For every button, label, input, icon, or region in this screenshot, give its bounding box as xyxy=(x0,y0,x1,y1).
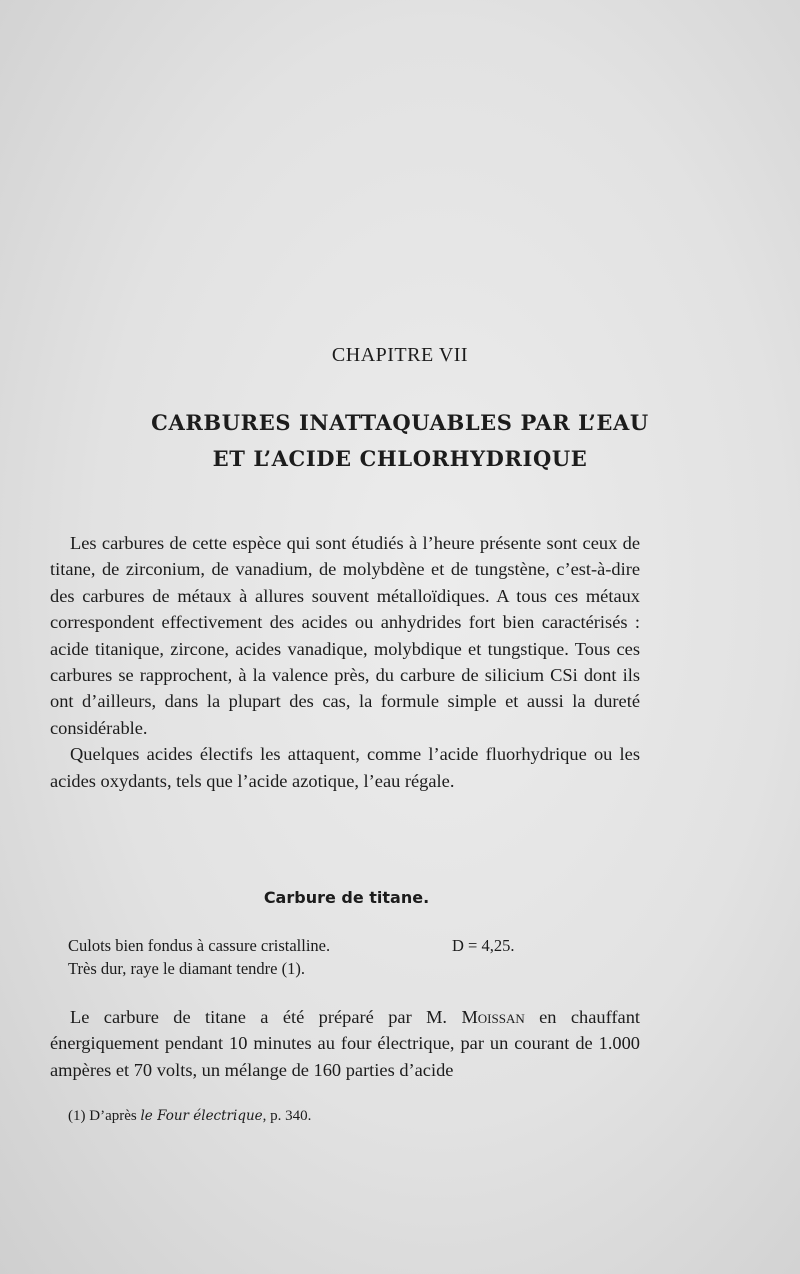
chapter-title-line-1: CARBURES INATTAQUABLES PAR L’EAU xyxy=(151,410,649,435)
property-hardness: Très dur, raye le diamant tendre (1). xyxy=(68,959,305,978)
property-density: D = 4,25. xyxy=(452,936,515,955)
preparation-text xyxy=(50,1004,640,1083)
paragraph-3-end: en chauffant énergiquement pendant 10 minutes au four électrique, par un courant de 1.000 ampères et 70 volts, un mélange de 160 parties d’acide xyxy=(50,1007,640,1080)
footnote-marker: (1) D’après xyxy=(68,1108,141,1124)
footnote xyxy=(68,1108,311,1125)
footnote-work-title: le Four électrique xyxy=(140,1108,263,1124)
chapter-title-line-2: ET L’ACIDE CHLORHYDRIQUE xyxy=(212,446,588,471)
chapter-heading: CHAPITRE VII xyxy=(331,344,469,366)
author-name: Moissan xyxy=(461,1007,525,1027)
intro-text xyxy=(50,530,640,794)
paragraph-3 xyxy=(50,1004,640,1083)
paragraph-1: Les carbures de cette espèce qui sont étudiés à l’heure présente sont ceux de titane, de zirconium, de vanadium, de molybdène et de tungstène, c’est-à-dire des carbures de métaux à allures souvent métalloïdiques. A tous ces métaux correspondent effectivement des acides ou anhydrides fort bien caractérisés : acide titanique, zircone, acides vanadique, molybdique et tungstique. Tous ces carbures se rapprochent, à la valence près, du carbure de silicium CSi dont ils ont d’ailleurs, dans la plupart des cas, la formule simple et aussi la dureté considérable. xyxy=(50,533,640,738)
paragraph-3-start: Le carbure de titane a été préparé par M. xyxy=(70,1007,462,1027)
section-heading: Carbure de titane. xyxy=(263,888,430,907)
paragraph-2: Quelques acides électifs les attaquent, comme l’acide fluorhydrique ou les acides oxydants, tels que l’acide azotique, l’eau régale. xyxy=(50,744,640,791)
property-structure: Culots bien fondus à cassure cristalline. xyxy=(68,936,331,955)
footnote-page: , p. 340. xyxy=(262,1108,312,1124)
